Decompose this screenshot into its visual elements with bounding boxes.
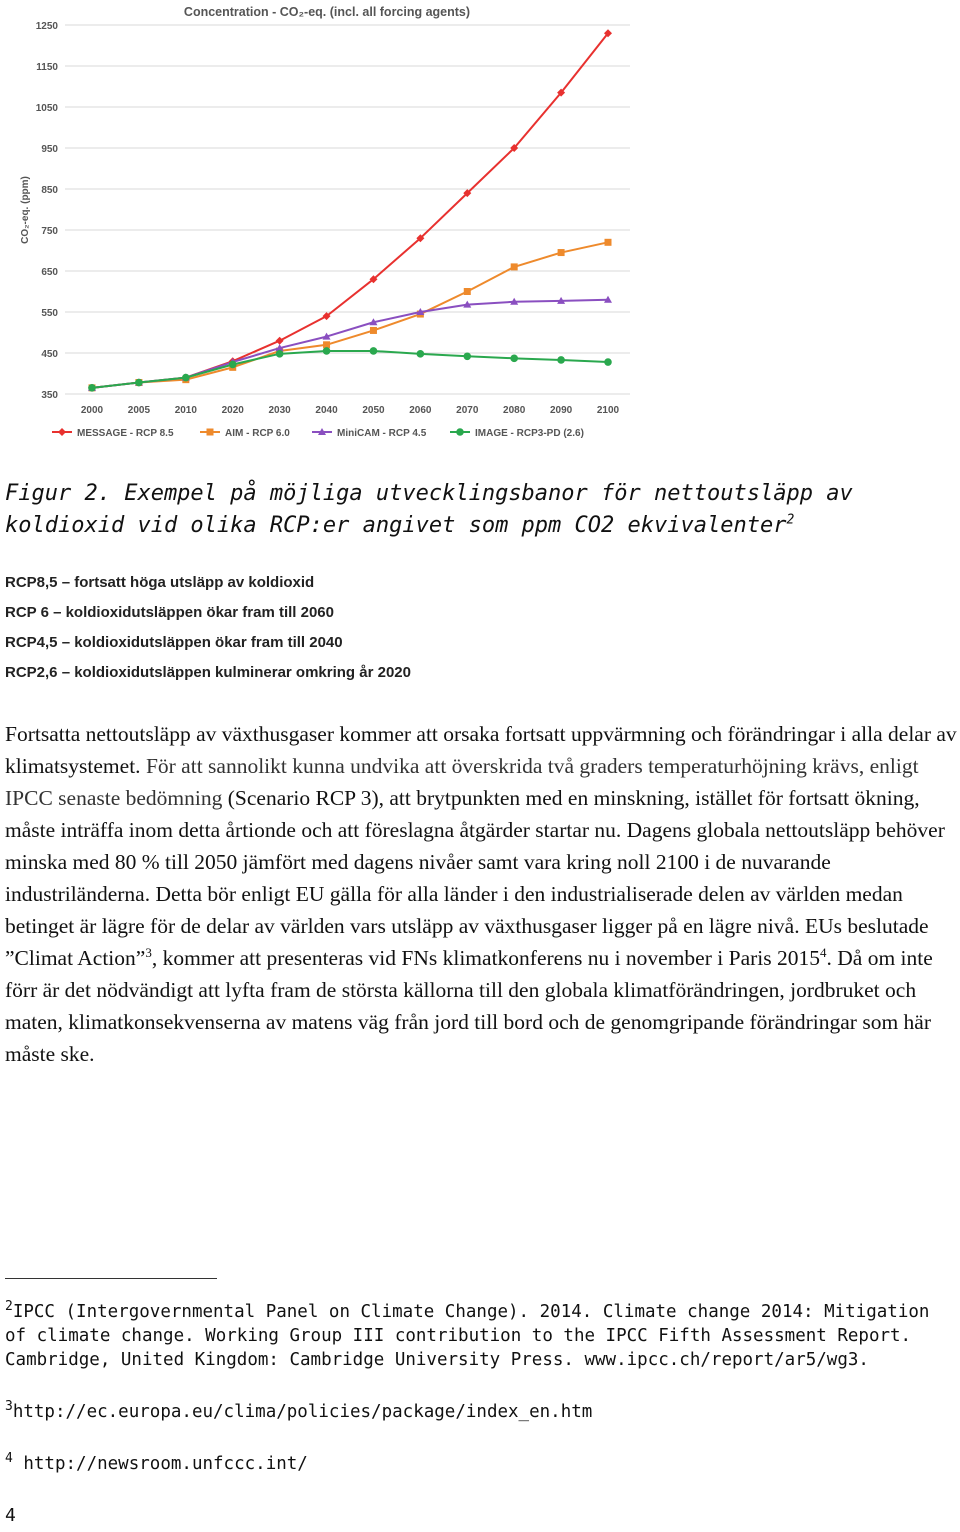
data-point [604,358,612,366]
chart-title: Concentration - CO₂-eq. (incl. all forcing agents) [183,5,471,19]
footnote-4-number: 4 [5,1451,13,1467]
legend-label-2: MiniCAM - RCP 4.5 [337,428,427,439]
data-point [229,361,237,369]
x-tick-label: 2050 [362,405,385,416]
legend-label-0: MESSAGE - RCP 8.5 [77,428,174,439]
body-paragraph [5,718,960,1070]
x-tick-label: 2060 [409,405,432,416]
footnote-4 [5,1452,955,1476]
body-part-3: (Scenario RCP 3), att brytpunkten med en minskning, istället för fortsatt ökning, måste inträffa inom detta årtionde och att föreslagna åtgärder startar nu. Dagens globala nettoutsläpp behöver minska med 80 % till 2050 jämfört med dagens nivåer samt vara kring noll 2100 i de nuvarande industriländerna. Detta bör enligt EU gälla för alla länder i den industrialiserade delen av världen medan betinget är lägre för de delar av världen vars utsläpp av växthusgaser ligger på en lägre nivå. EUs beslutade ”Climat Action” [5,786,945,970]
data-point [557,356,565,364]
legend-marker-3 [456,428,464,436]
x-tick-label: 2010 [174,405,197,416]
legend-marker-0 [58,428,66,436]
footnote-2-text: IPCC (Intergovernmental Panel on Climate Change). 2014. Climate change 2014: Mitigation of climate change. Working Group III contribution to the IPCC Fifth Assessment Report. Cambridge, United Kingdom: Cambridge University Press. www.ipcc.ch/report/ar5/wg3. [5,1302,930,1370]
footnote-2-number: 2 [5,1299,13,1315]
footnote-3-number: 3 [5,1399,13,1415]
y-tick-label: 850 [41,185,58,196]
footnote-4-link[interactable]: http://newsroom.unfccc.int/ [12,1454,308,1474]
data-point [323,347,331,355]
x-tick-label: 2100 [596,405,620,416]
y-tick-label: 450 [41,349,58,360]
data-point [88,384,96,392]
data-point [370,327,377,334]
body-part-5: . Då om inte förr är det nödvändigt att lyfta fram de största källorna till den globala klimatförändringen, jordbruket och maten, klimatkonsekvenserna av matens väg från jord till bord och de genomgripande förändringar som här måste ske. [5,946,933,1066]
series-line-2 [92,300,608,388]
y-tick-label: 950 [41,144,58,155]
legend-marker-1 [207,429,214,436]
series-line-3 [92,351,608,388]
footnote-ref-4[interactable]: 4 [820,944,827,960]
body-part-1: Fortsatta nettoutsläpp av växthusgaser kommer att orsaka fortsatt uppvärmning och förändringar i alla delar av klimatsystemet. [5,722,957,778]
page-number: 4 [5,1505,16,1526]
body-part-4: , kommer att presenteras vid FNs klimatkonferens nu i november i Paris 2015 [151,946,820,970]
y-tick-label: 550 [41,308,58,319]
y-tick-label: 350 [41,390,58,401]
y-axis-label: CO₂-eq. (ppm) [20,176,31,244]
footnote-ref-3[interactable]: 3 [145,944,152,960]
rcp-item-26: RCP2,6 – koldioxidutsläppen kulminerar omkring år 2020 [5,664,411,681]
y-tick-label: 1150 [36,62,58,73]
x-tick-label: 2090 [549,405,573,416]
footnote-3-link[interactable]: http://ec.europa.eu/clima/policies/package/index_en.htm [12,1402,593,1422]
legend-label-3: IMAGE - RCP3-PD (2.6) [475,428,584,439]
x-tick-label: 2030 [268,405,291,416]
footnote-3 [5,1400,955,1424]
data-point [182,374,190,382]
rcp-scenario-list [5,568,905,688]
y-tick-label: 750 [41,226,58,237]
x-tick-label: 2000 [80,405,104,416]
y-tick-label: 650 [41,267,58,278]
rcp-item-6: RCP 6 – koldioxidutsläppen ökar fram till 2060 [5,604,334,621]
x-tick-label: 2040 [315,405,338,416]
x-tick-label: 2005 [127,405,151,416]
rcp-item-45: RCP4,5 – koldioxidutsläppen ökar fram till 2040 [5,634,343,651]
caption-footnote-ref[interactable]: 2 [786,512,795,528]
chart-svg [0,0,660,450]
data-point [511,263,518,270]
data-point [276,350,284,358]
data-point [417,350,425,358]
figure-caption [5,478,955,542]
footnote-separator [5,1278,217,1279]
series-line-0 [92,33,608,388]
data-point [464,288,471,295]
body-part-2: För att sannolikt kunna undvika att överskrida två graders temperaturhöjning krävs, enligt IPCC senaste bedömning [5,754,919,810]
data-point [510,355,518,363]
series-line-1 [92,242,608,388]
co2-concentration-chart [0,0,660,450]
x-tick-label: 2020 [221,405,244,416]
data-point [135,379,143,387]
x-tick-label: 2080 [503,405,526,416]
data-point [276,337,284,345]
y-tick-label: 1050 [35,103,58,114]
data-point [463,352,471,360]
x-tick-label: 2070 [456,405,479,416]
footnote-2 [5,1300,955,1372]
legend-label-1: AIM - RCP 6.0 [225,428,290,439]
rcp-item-85: RCP8,5 – fortsatt höga utsläpp av koldioxid [5,574,315,591]
data-point [370,347,378,355]
data-point [605,239,612,246]
y-tick-label: 1250 [35,21,58,32]
data-point [558,249,565,256]
caption-text: Figur 2. Exempel på möjliga utvecklingsbanor för nettoutsläpp av koldioxid vid olika RCP:er angivet som ppm CO2 ekvivalenter [5,481,853,538]
